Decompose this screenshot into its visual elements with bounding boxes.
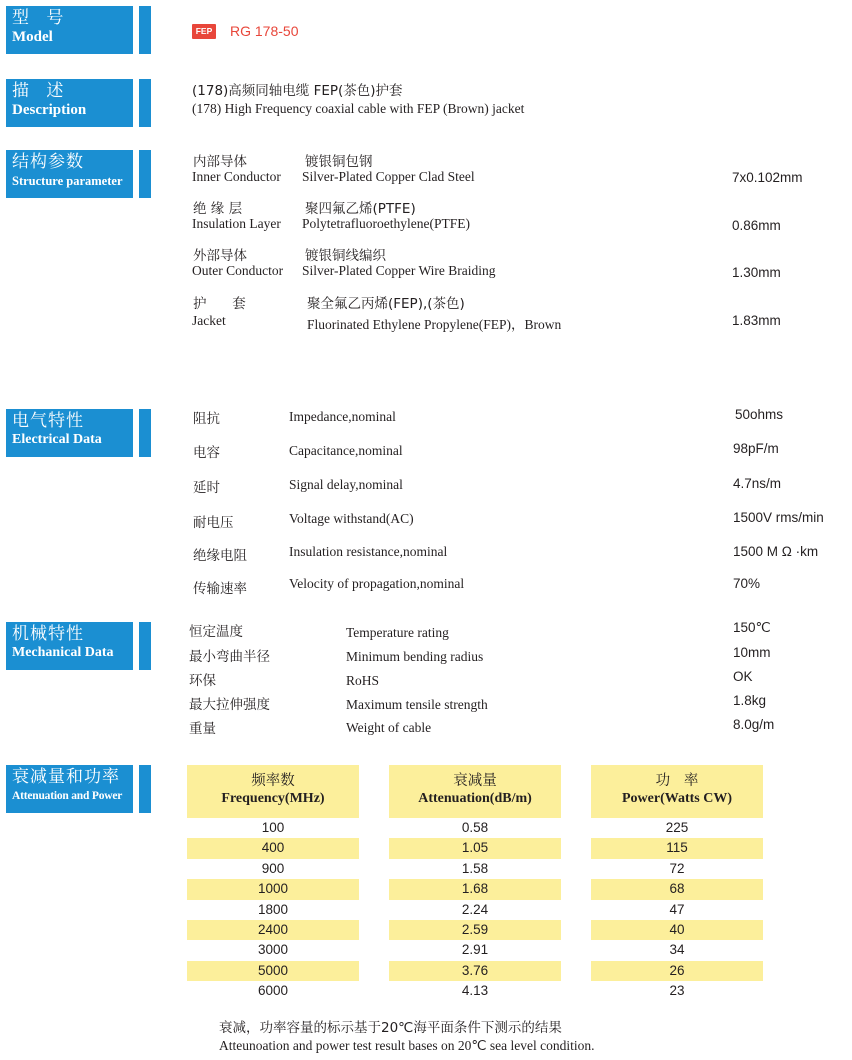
property-value: OK — [733, 669, 753, 684]
component-material-cn: 聚四氟乙烯(PTFE) — [305, 201, 416, 217]
property-value: 1.8kg — [733, 693, 767, 708]
property-en: RoHS — [346, 673, 380, 688]
frequency-column — [187, 765, 359, 1002]
table-cell: 1.05 — [389, 838, 561, 858]
property-value: 10mm — [733, 645, 771, 660]
component-value: 1.83mm — [732, 313, 781, 328]
component-name-en: Inner Conductor — [192, 169, 281, 184]
component-name-cn: 护 套 — [193, 296, 246, 312]
component-value: 7x0.102mm — [732, 170, 803, 185]
column-header-cn: 衰减量 — [453, 773, 497, 789]
component-material-en: Silver-Plated Copper Clad Steel — [302, 169, 475, 184]
attenuation-column — [389, 765, 561, 1002]
property-value: 150℃ — [733, 620, 771, 635]
section-title-cn: 结构参数 — [12, 152, 84, 172]
fep-logo: FEP — [192, 24, 216, 39]
property-en: Signal delay,nominal — [289, 477, 403, 492]
property-cn: 延时 — [193, 480, 220, 496]
section-title-cn: 衰减量和功率 — [12, 767, 120, 787]
section-marker-bar — [139, 409, 151, 457]
component-name-en: Insulation Layer — [192, 216, 281, 231]
table-cell: 5000 — [187, 961, 359, 981]
column-header-en: Frequency(MHz) — [221, 791, 325, 806]
section-marker-bar — [139, 6, 151, 54]
component-name-cn: 内部导体 — [193, 154, 247, 170]
property-en: Insulation resistance,nominal — [289, 544, 448, 559]
table-cell: 40 — [591, 920, 763, 940]
column-header-en: Power(Watts CW) — [621, 791, 733, 806]
section-title-cn: 型 号 — [12, 8, 70, 28]
component-name-en: Outer Conductor — [192, 263, 284, 278]
section-title-en: Attenuation and Power — [12, 790, 123, 802]
property-cn: 最大拉伸强度 — [189, 697, 270, 713]
column-header-en: Attenuation(dB/m) — [418, 791, 532, 806]
mechanical-section-header — [6, 622, 133, 670]
section-marker-bar — [139, 79, 151, 127]
component-material-en: Polytetrafluoroethylene(PTFE) — [302, 216, 470, 231]
property-value: 8.0g/m — [733, 717, 775, 732]
table-cell: 23 — [669, 983, 685, 999]
property-en: Maximum tensile strength — [346, 697, 488, 712]
component-material-en: Silver-Plated Copper Wire Braiding — [302, 263, 496, 278]
table-cell: 47 — [669, 901, 685, 917]
property-en: Weight of cable — [346, 720, 432, 735]
table-cell: 3.76 — [389, 961, 561, 981]
property-value: 4.7ns/m — [733, 476, 782, 491]
table-cell: 0.58 — [461, 820, 489, 835]
section-title-en: Description — [12, 102, 87, 118]
property-cn: 绝缘电阻 — [193, 548, 247, 564]
property-en: Impedance,nominal — [289, 409, 396, 424]
table-cell: 26 — [591, 961, 763, 981]
component-material-cn: 镀银铜线编织 — [305, 248, 386, 264]
column-cells — [389, 818, 561, 1002]
table-cell: 2400 — [187, 920, 359, 940]
column-cells — [591, 818, 763, 1002]
structure-section-header — [6, 150, 133, 198]
property-cn: 重量 — [189, 721, 216, 737]
component-value: 0.86mm — [732, 218, 781, 233]
property-value: 50ohms — [735, 407, 784, 422]
property-value: 98pF/m — [733, 441, 779, 456]
table-cell: 1.68 — [389, 879, 561, 899]
section-title-cn: 电气特性 — [12, 411, 84, 431]
table-cell: 225 — [665, 820, 689, 835]
component-name-cn: 绝 缘 层 — [193, 201, 243, 217]
property-en: Voltage withstand(AC) — [289, 511, 414, 526]
property-value: 1500 M Ω ·km — [733, 544, 819, 559]
electrical-section-header — [6, 409, 133, 457]
section-marker-bar — [139, 622, 151, 670]
property-en: Temperature rating — [346, 625, 449, 640]
table-cell: 72 — [669, 860, 685, 876]
column-header — [389, 765, 561, 818]
component-material-cn: 聚全氟乙丙烯(FEP),(茶色) — [307, 296, 465, 312]
column-header — [591, 765, 763, 818]
table-cell: 100 — [261, 820, 285, 835]
test-note-cn: 衰减，功率容量的标示基于20℃海平面条件下测示的结果 — [219, 1020, 562, 1036]
property-value: 70% — [733, 576, 761, 591]
component-name-cn: 外部导体 — [193, 248, 247, 264]
table-cell: 2.59 — [389, 920, 561, 940]
table-cell: 900 — [261, 860, 285, 876]
table-cell: 400 — [187, 838, 359, 858]
section-title-en: Model — [12, 29, 53, 45]
model-number: RG 178-50 — [230, 23, 299, 39]
attenuation-section-header — [6, 765, 133, 813]
property-cn: 传输速率 — [193, 581, 247, 597]
table-cell: 2.91 — [461, 942, 489, 958]
table-cell: 1.58 — [461, 860, 489, 876]
table-cell: 34 — [669, 942, 685, 958]
description-cn: (178)高频同轴电缆 FEP(茶色)护套 — [192, 83, 403, 99]
section-title-en: Mechanical Data — [12, 645, 114, 660]
property-cn: 电容 — [193, 445, 220, 461]
section-marker-bar — [139, 765, 151, 813]
table-cell: 1800 — [257, 901, 289, 917]
table-cell: 2.24 — [461, 901, 489, 917]
section-marker-bar — [139, 150, 151, 198]
table-cell: 6000 — [257, 983, 289, 999]
component-material-cn: 镀银铜包钢 — [305, 154, 373, 170]
column-cells — [187, 818, 359, 1002]
table-cell: 1000 — [187, 879, 359, 899]
property-cn: 耐电压 — [193, 515, 234, 531]
section-title-en: Structure parameter — [12, 174, 123, 188]
table-cell: 68 — [591, 879, 763, 899]
component-material-en: Fluorinated Ethylene Propylene(FEP)，Brown — [307, 317, 562, 332]
property-en: Minimum bending radius — [346, 649, 484, 664]
section-title-cn: 机械特性 — [12, 624, 84, 644]
property-en: Velocity of propagation,nominal — [289, 576, 465, 591]
model-section-header — [6, 6, 133, 54]
column-header-cn: 频率数 — [251, 773, 295, 789]
description-section-header — [6, 79, 133, 127]
table-cell: 4.13 — [461, 983, 489, 999]
section-title-cn: 描 述 — [12, 81, 70, 101]
property-en: Capacitance,nominal — [289, 443, 403, 458]
property-cn: 阻抗 — [193, 411, 220, 427]
description-en: (178) High Frequency coaxial cable with FEP (Brown) jacket — [192, 101, 525, 116]
property-cn: 环保 — [189, 673, 216, 689]
power-column — [591, 765, 763, 1002]
property-value: 1500V rms/min — [733, 510, 824, 525]
property-cn: 最小弯曲半径 — [189, 649, 270, 665]
column-header-cn: 功 率 — [655, 773, 699, 789]
table-cell: 3000 — [257, 942, 289, 958]
column-header — [187, 765, 359, 818]
property-cn: 恒定温度 — [189, 624, 243, 640]
test-note-en: Atteunoation and power test result bases on 20℃ sea level condition. — [219, 1038, 595, 1053]
component-value: 1.30mm — [732, 265, 781, 280]
section-title-en: Electrical Data — [12, 432, 102, 447]
table-cell: 115 — [591, 838, 763, 858]
component-name-en: Jacket — [192, 313, 226, 328]
